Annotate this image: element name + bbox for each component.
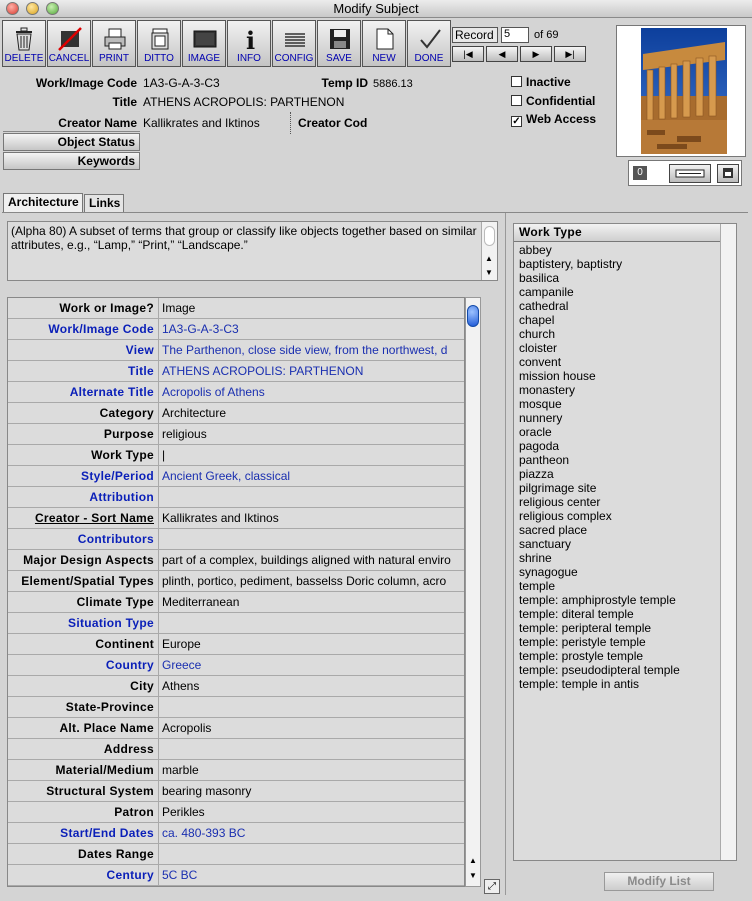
save-label: SAVE (326, 53, 352, 64)
next-record-button[interactable] (520, 46, 552, 62)
creator-code-label: Creator Cod (298, 116, 368, 130)
record-navigator (452, 27, 586, 67)
config-label: CONFIG (274, 53, 314, 64)
table-row (8, 592, 464, 613)
list-item[interactable]: mission house (519, 369, 596, 383)
new-button[interactable] (362, 20, 406, 67)
record-total: of 69 (534, 29, 559, 41)
field-label[interactable]: Century (8, 865, 159, 885)
modify-list-button[interactable]: Modify List (604, 872, 714, 891)
scroll-down-icon[interactable]: ▼ (485, 268, 493, 277)
tab-architecture[interactable]: Architecture (3, 193, 83, 213)
list-item[interactable]: convent (519, 355, 562, 369)
fields-scrollbar[interactable] (465, 297, 481, 887)
printer-icon (103, 27, 127, 51)
field-value[interactable]: Ancient Greek, classical (162, 469, 291, 483)
print-button[interactable] (92, 20, 136, 67)
field-label[interactable]: Style/Period (8, 466, 159, 486)
web-access-checkbox[interactable] (511, 112, 611, 127)
ditto-icon (148, 27, 172, 51)
field-label: Structural System (8, 781, 159, 801)
field-value[interactable]: plinth, portico, pediment, basselss Doric column, acro (162, 574, 447, 588)
creator-name-label: Creator Name (58, 116, 137, 130)
config-icon (283, 27, 307, 51)
list-item[interactable]: cloister (519, 341, 558, 355)
header-divider (290, 112, 291, 134)
field-label: Material/Medium (8, 760, 159, 780)
field-value[interactable]: | (162, 448, 166, 462)
list-item[interactable]: temple: peristyle temple (519, 635, 646, 649)
table-row (8, 676, 464, 697)
field-value[interactable]: Acropolis of Athens (162, 385, 265, 399)
trash-icon (13, 27, 35, 51)
table-row (8, 298, 464, 319)
table-row (8, 361, 464, 382)
previous-record-icon: ◀ (498, 49, 506, 59)
work-code-value: 1A3-G-A-3-C3 (143, 76, 220, 90)
table-row (8, 718, 464, 739)
last-record-button[interactable] (554, 46, 586, 62)
table-row (8, 445, 464, 466)
confidential-label: Confidential (526, 94, 596, 108)
thumbnail-counter: 0 (633, 166, 647, 180)
table-row (8, 403, 464, 424)
list-item[interactable]: religious center (519, 495, 601, 509)
tab-panel-rule (2, 212, 748, 213)
field-value[interactable]: marble (162, 763, 199, 777)
ditto-button[interactable] (137, 20, 181, 67)
work-type-list-header: Work Type (514, 224, 736, 242)
previous-record-button[interactable] (486, 46, 518, 62)
header-rule (3, 131, 140, 132)
list-item[interactable]: temple: diteral temple (519, 607, 634, 621)
list-item[interactable]: monastery (519, 383, 576, 397)
scanner-icon (670, 165, 710, 182)
field-label: Major Design Aspects (8, 550, 159, 570)
list-item[interactable]: chapel (519, 313, 555, 327)
field-label[interactable]: View (8, 340, 159, 360)
field-label: Dates Range (8, 844, 159, 864)
list-item[interactable]: baptistery, baptistry (519, 257, 623, 271)
table-row (8, 466, 464, 487)
field-label: Alt. Place Name (8, 718, 159, 738)
description-scroll-thumb[interactable] (484, 226, 495, 246)
field-label: City (8, 676, 159, 696)
field-label[interactable]: Title (8, 361, 159, 381)
field-value[interactable]: Athens (162, 679, 200, 693)
list-item[interactable]: basilica (519, 271, 560, 285)
list-item[interactable]: sacred place (519, 523, 588, 537)
fields-scroll-thumb[interactable] (467, 305, 479, 327)
list-item[interactable]: mosque (519, 397, 562, 411)
list-item[interactable]: pantheon (519, 453, 570, 467)
table-row (8, 550, 464, 571)
title-value: ATHENS ACROPOLIS: PARTHENON (143, 95, 345, 109)
field-label: Category (8, 403, 159, 423)
table-row (8, 571, 464, 592)
field-value[interactable]: Europe (162, 637, 201, 651)
list-item[interactable]: temple: amphiprostyle temple (519, 593, 676, 607)
title-label: Title (112, 95, 137, 109)
field-value[interactable]: Acropolis (162, 721, 212, 735)
inactive-label: Inactive (526, 75, 571, 89)
field-value[interactable] (159, 739, 464, 759)
table-row (8, 634, 464, 655)
work-code-label: Work/Image Code (35, 76, 137, 90)
table-row (8, 781, 464, 802)
record-thumbnail[interactable] (616, 25, 746, 157)
field-value[interactable]: Perikles (162, 805, 205, 819)
work-type-list-panel (513, 223, 737, 861)
table-row (8, 529, 464, 550)
record-number-input[interactable]: 5 (501, 27, 529, 43)
list-item[interactable]: temple: peripteral temple (519, 621, 652, 635)
tab-links[interactable]: Links (84, 194, 124, 212)
list-item[interactable]: temple: pseudodipteral temple (519, 663, 680, 677)
inactive-checkbox[interactable] (511, 75, 611, 89)
field-label[interactable]: Start/End Dates (8, 823, 159, 843)
field-label[interactable]: Alternate Title (8, 382, 159, 402)
object-status-button[interactable]: Object Status (3, 133, 140, 151)
table-row (8, 739, 464, 760)
window-title: Modify Subject (333, 1, 419, 16)
print-label: PRINT (99, 53, 129, 64)
confidential-checkbox[interactable] (511, 94, 611, 108)
field-value[interactable]: Mediterranean (162, 595, 240, 609)
image-button[interactable] (182, 20, 226, 67)
list-item[interactable]: synagogue (519, 565, 578, 579)
field-label: Patron (8, 802, 159, 822)
cancel-label: CANCEL (48, 53, 90, 64)
field-label[interactable]: Situation Type (8, 613, 159, 633)
field-value[interactable]: ATHENS ACROPOLIS: PARTHENON (162, 364, 364, 378)
list-item[interactable]: church (519, 327, 556, 341)
field-value[interactable] (159, 844, 464, 864)
list-item[interactable]: piazza (519, 467, 554, 481)
field-label[interactable]: Attribution (8, 487, 159, 507)
list-item[interactable]: oracle (519, 425, 552, 439)
list-item[interactable]: pagoda (519, 439, 560, 453)
checkmark-icon (418, 27, 442, 51)
window-titlebar (0, 0, 752, 18)
field-value[interactable]: 1A3-G-A-3-C3 (162, 322, 239, 336)
expand-icon[interactable]: ⤢ (484, 879, 500, 894)
field-label: Purpose (8, 424, 159, 444)
web-access-label: Web Access (526, 112, 597, 126)
table-row (8, 655, 464, 676)
table-row (8, 844, 464, 865)
first-record-button[interactable] (452, 46, 484, 62)
field-value[interactable]: Architecture (162, 406, 227, 420)
table-row (8, 340, 464, 361)
field-value[interactable]: Greece (162, 658, 202, 672)
delete-label: DELETE (4, 53, 44, 64)
cancel-icon (58, 27, 82, 51)
field-label: Continent (8, 634, 159, 654)
inactive-box[interactable] (511, 76, 522, 87)
table-row (8, 382, 464, 403)
field-value[interactable] (159, 613, 464, 633)
field-value[interactable]: part of a complex, buildings aligned with natural enviro (162, 553, 451, 567)
parthenon-thumbnail-image (617, 26, 745, 156)
field-value[interactable] (159, 697, 464, 717)
list-item[interactable]: temple: prostyle temple (519, 649, 644, 663)
image-label: IMAGE (187, 53, 221, 64)
fields-scroll-down-icon[interactable]: ▼ (469, 871, 477, 880)
list-item[interactable]: campanile (519, 285, 574, 299)
field-label: Address (8, 739, 159, 759)
record-fields-table (7, 297, 465, 887)
fields-scroll-up-icon[interactable]: ▲ (469, 856, 477, 865)
temp-id-value: 5886.13 (373, 78, 413, 90)
list-item[interactable]: religious complex (519, 509, 612, 523)
svg-text:i: i (246, 27, 256, 53)
ditto-label: DITTO (144, 53, 174, 64)
table-row (8, 823, 464, 844)
list-item[interactable]: shrine (519, 551, 552, 565)
field-label: Climate Type (8, 592, 159, 612)
field-value[interactable]: religious (162, 427, 207, 441)
last-record-icon: ▶| (565, 49, 575, 59)
field-value[interactable]: ca. 480-393 BC (162, 826, 246, 840)
thumbnail-controls (628, 160, 742, 186)
field-label[interactable]: Contributors (8, 529, 159, 549)
field-value[interactable] (159, 487, 464, 507)
field-value[interactable]: 5C BC (162, 868, 198, 882)
cancel-button[interactable] (47, 20, 91, 67)
table-row (8, 760, 464, 781)
field-label: Creator - Sort Name (8, 508, 159, 528)
delete-button[interactable] (2, 20, 46, 67)
table-row (8, 487, 464, 508)
floppy-icon (328, 27, 352, 51)
temp-id-label: Temp ID (321, 76, 368, 90)
field-value[interactable]: Kallikrates and Iktinos (162, 511, 279, 525)
field-label: Element/Spatial Types (8, 571, 159, 591)
new-label: NEW (372, 53, 396, 64)
next-record-icon: ▶ (532, 49, 540, 59)
field-description (7, 221, 498, 281)
list-item[interactable]: pilgrimage site (519, 481, 597, 495)
table-row (8, 424, 464, 445)
panel-divider (505, 213, 506, 895)
thumbnail-menu-button[interactable] (717, 164, 739, 183)
config-button[interactable] (272, 20, 316, 67)
record-label: Record (452, 27, 498, 43)
field-value[interactable]: Image (162, 301, 196, 315)
field-value[interactable]: The Parthenon, close side view, from the northwest, d (162, 343, 448, 357)
field-description-text: (Alpha 80) A subset of terms that group or classify like objects together based on similar attributes, e.g., “Lamp,” “Print,” “Landscape.” (11, 224, 477, 252)
field-label: Work Type (8, 445, 159, 465)
table-row (8, 865, 464, 886)
keywords-button[interactable]: Keywords (3, 152, 140, 170)
list-item[interactable]: nunnery (519, 411, 563, 425)
table-row (8, 802, 464, 823)
field-label[interactable]: Work/Image Code (8, 319, 159, 339)
scanner-button[interactable] (669, 164, 711, 183)
done-label: DONE (414, 53, 444, 64)
table-row (8, 319, 464, 340)
scroll-up-icon[interactable]: ▲ (485, 254, 493, 263)
list-item[interactable]: temple (519, 579, 556, 593)
field-value[interactable]: bearing masonry (162, 784, 252, 798)
web-access-box[interactable]: ✓ (512, 116, 521, 127)
field-value[interactable] (159, 529, 464, 549)
info-icon (238, 27, 262, 53)
table-row (8, 613, 464, 634)
list-item[interactable]: cathedral (519, 299, 569, 313)
done-button[interactable] (407, 20, 451, 67)
creator-name-value: Kallikrates and Iktinos (143, 116, 260, 130)
description-scrollbar[interactable] (481, 222, 497, 280)
confidential-box[interactable] (511, 95, 522, 106)
list-item[interactable]: abbey (519, 243, 552, 257)
image-icon (193, 27, 217, 51)
window-icon (718, 165, 738, 182)
toolbar (2, 20, 452, 67)
save-button[interactable] (317, 20, 361, 67)
info-button[interactable] (227, 20, 271, 67)
table-row (8, 508, 464, 529)
field-label: Work or Image? (8, 298, 159, 318)
new-document-icon (373, 27, 397, 51)
field-label: State-Province (8, 697, 159, 717)
work-type-scrollbar[interactable] (720, 224, 736, 860)
list-item[interactable]: temple: temple in antis (519, 677, 640, 691)
first-record-icon: |◀ (463, 49, 473, 59)
work-type-list (514, 242, 736, 691)
table-row (8, 697, 464, 718)
list-item[interactable]: sanctuary (519, 537, 572, 551)
field-label[interactable]: Country (8, 655, 159, 675)
info-label: INFO (237, 53, 261, 64)
